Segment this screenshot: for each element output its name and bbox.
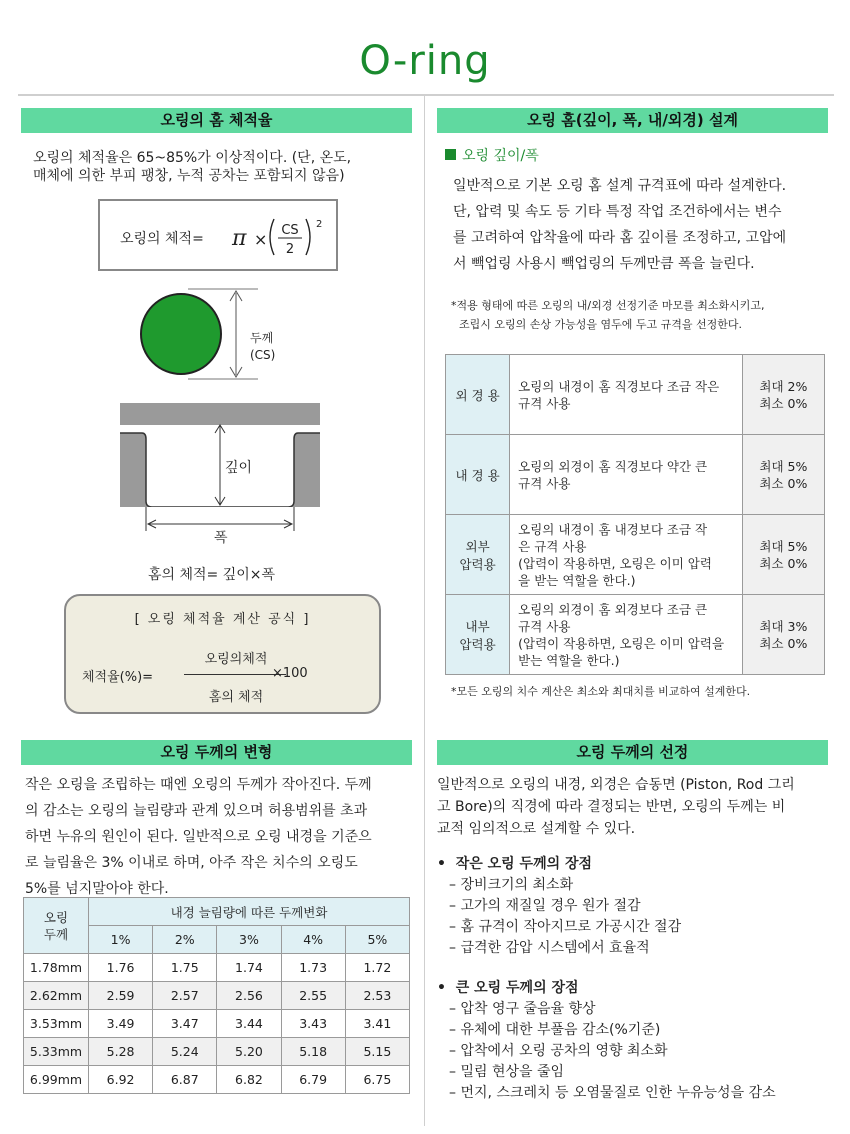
formula-pi: π [232,226,247,251]
table-cell: 1.75 [153,954,217,982]
fit-row-inner [446,435,825,515]
column-header: 2% [153,926,217,954]
row-cs: 6.99mm [24,1066,89,1094]
small-thickness-title-text: 작은 오링 두께의 장점 [455,856,593,872]
selection-note-line-2: 조립시 오링의 손상 가능성을 염두에 두고 규격을 선정한다. [459,318,742,331]
formula-right-paren [306,219,310,255]
fill-ratio-numerator: 오링의체적 [204,652,268,667]
table-cell: 6.92 [89,1066,153,1094]
table-cell: 2.57 [153,982,217,1010]
groove-design-paragraph [453,173,833,277]
fit-type: 외 경 용 [446,355,510,435]
fit-type-line: 압력용 [459,556,496,572]
fit-desc-line: 오링의 외경이 홈 외경보다 조금 큰 [518,601,708,617]
groove-design-line-1: 일반적으로 기본 오링 홈 설계 규격표에 따라 설계한다. [453,178,787,194]
oring-circle-icon [141,294,221,374]
fit-desc-line: 오링의 내경이 홈 내경보다 조금 작 [518,521,708,537]
fit-type-line: 내부 [465,618,490,634]
table-corner-header [24,898,89,954]
fit-desc-line: (압력이 작용하면, 오링은 이미 압력 [518,555,712,571]
column-header: 1% [89,926,153,954]
deformation-line-4: 로 늘림율은 3% 이내로 하며, 아주 작은 치수의 오링도 [25,855,358,871]
deformation-line-3: 하면 누유의 원인이 된다. 일반적으로 오링 내경을 기준으 [25,829,372,845]
thickness-change-table [23,897,410,1094]
fit-desc-line: 받는 역할을 한다.) [518,652,620,668]
table-cell: 5.28 [89,1038,153,1066]
thickness-label: 두께 [250,331,274,345]
selection-line-1: 일반적으로 오링의 내경, 외경은 습동면 (Piston, Rod 그리 [437,777,795,793]
formula-times: × [254,230,268,249]
table-cell: 1.74 [217,954,281,982]
fit-desc-line: 규격 사용 [518,618,571,634]
list-item: – 밀림 현상을 줄임 [449,1064,565,1080]
groove-design-line-3: 를 고려하여 압착율에 따라 홈 깊이를 조정하고, 고압에 [453,230,787,246]
table-row [24,1066,410,1094]
groove-design-line-4: 서 빽업링 사용시 빽업링의 두께만큼 폭을 늘린다. [453,256,755,272]
fit-range [742,435,824,515]
fill-ratio-fraction-line [184,674,286,675]
table-cell: 1.73 [281,954,345,982]
groove-figure [120,403,320,533]
table-cell: 6.82 [217,1066,281,1094]
deformation-line-5: 5%를 넘지말아야 한다. [25,881,169,897]
formula-cs: CS [281,223,299,238]
fit-range [742,595,824,675]
selection-paragraph [437,774,832,840]
table-row [24,954,410,982]
table-cell: 3.43 [281,1010,345,1038]
table-cell: 5.15 [345,1038,409,1066]
deformation-line-2: 의 감소는 오링의 늘림량과 관계 있으며 허용범위를 초과 [25,803,368,819]
selection-line-3: 교적 임의적으로 설계할 수 있다. [437,821,636,837]
fit-row-internal-pressure [446,595,825,675]
fit-max: 최대 2% [759,378,808,394]
list-item: – 홈 규격이 작아지므로 가공시간 절감 [449,919,682,935]
square-bullet-icon [445,149,456,160]
fit-min: 최소 0% [759,555,808,571]
fit-desc-line: 규격 사용 [518,475,571,491]
fit-desc-line: 은 규격 사용 [518,538,587,554]
deformation-line-1: 작은 오링을 조립하는 때엔 오링의 두께가 작아진다. 두께 [25,777,372,793]
table-cell: 1.76 [89,954,153,982]
row-cs: 2.62mm [24,982,89,1010]
table-group-header: 내경 늘림량에 따른 두께변화 [89,898,410,926]
table-cell: 3.47 [153,1010,217,1038]
table-cell: 2.55 [281,982,345,1010]
fit-row-outer [446,355,825,435]
fit-min: 최소 0% [759,475,808,491]
fit-min: 최소 0% [759,635,808,651]
section-header-groove-design: 오링 홈(깊이, 폭, 내/외경) 설계 [437,108,828,133]
list-item: – 먼지, 스크레치 등 오염물질로 인한 누유능성을 감소 [449,1085,776,1101]
table-cell: 6.87 [153,1066,217,1094]
bullet-icon: • [437,980,446,996]
fit-row-external-pressure [446,515,825,595]
fit-min: 최소 0% [759,395,808,411]
table-cell: 1.72 [345,954,409,982]
table-cell: 3.41 [345,1010,409,1038]
oring-volume-formula [98,199,338,271]
fit-type: 내 경 용 [446,435,510,515]
fit-type-line: 외부 [465,538,490,554]
fit-max: 최대 5% [759,458,808,474]
table-cell: 5.24 [153,1038,217,1066]
table-cell: 2.59 [89,982,153,1010]
fit-max: 최대 5% [759,538,808,554]
fill-ratio-formula-title: [ 오링 체적율 계산 공식 ] [134,612,311,627]
table-cell: 2.53 [345,982,409,1010]
row-cs: 1.78mm [24,954,89,982]
fit-desc-line: 오링의 내경이 홈 직경보다 조금 작은 [518,378,720,394]
page-title: O-ring [359,38,491,84]
formula-two: 2 [285,242,295,257]
formula-math [230,213,334,261]
oring-cross-section-figure [118,285,318,385]
list-item: – 장비크기의 최소화 [449,877,574,893]
selection-line-2: 고 Bore)의 직경에 따라 결정되는 반면, 오링의 두께는 비 [437,799,786,815]
fit-range [742,515,824,595]
section-header-groove-volume: 오링의 홈 체적율 [21,108,412,133]
list-item: – 유체에 대한 부풀음 감소(%기준) [449,1022,661,1038]
table-cell: 6.79 [281,1066,345,1094]
deformation-paragraph [25,772,415,902]
fill-ratio-formula-box [64,594,381,714]
table-cell: 3.49 [89,1010,153,1038]
fit-type [446,595,510,675]
groove-design-line-2: 단, 압력 및 속도 등 기타 특정 작업 조건하에서는 변수 [453,204,782,220]
fit-description [510,435,743,515]
groove-volume-formula: 홈의 체적= 깊이×폭 [148,567,276,583]
small-thickness-advantages-title [437,853,592,873]
table-cell: 5.20 [217,1038,281,1066]
column-header: 5% [345,926,409,954]
fill-ratio-denominator: 홈의 체적 [208,690,264,705]
section-header-thickness-selection: 오링 두께의 선정 [437,740,828,765]
list-item: – 압착 영구 줄음율 향상 [449,1001,596,1017]
fill-ratio-label: 체적율(%)= [82,670,154,685]
volume-intro-line-1: 오링의 체적율은 65~85%가 이상적이다. (단, 온도, [33,150,352,166]
table-cell: 6.75 [345,1066,409,1094]
corner-header-line: 오링 [43,909,69,925]
list-item: – 급격한 감압 시스템에서 효율적 [449,940,650,956]
fill-ratio-multiplier: ×100 [272,666,308,681]
title-divider [18,94,834,96]
column-divider [424,96,425,1126]
fit-range [742,355,824,435]
fit-desc-line: 규격 사용 [518,395,571,411]
table-cell: 3.44 [217,1010,281,1038]
list-item: – 고가의 재질일 경우 원가 절감 [449,898,641,914]
volume-intro-line-2: 매체에 의한 부피 팽창, 누적 공차는 포함되지 않음) [33,168,345,184]
fit-table-footnote: *모든 오링의 치수 계산은 최소와 최대치를 비교하여 설계한다. [451,685,751,698]
table-cell: 2.56 [217,982,281,1010]
inner-outer-fit-table [445,354,825,675]
row-cs: 3.53mm [24,1010,89,1038]
column-header: 3% [217,926,281,954]
depth-label: 깊이 [225,460,253,476]
table-row [24,1038,410,1066]
bullet-icon: • [437,856,446,872]
groove-depth-subtitle [445,144,539,168]
width-label: 폭 [211,526,231,550]
fit-max: 최대 3% [759,618,808,634]
row-cs: 5.33mm [24,1038,89,1066]
section-header-thickness-deformation: 오링 두께의 변형 [21,740,412,765]
groove-depth-subtitle-text: 오링 깊이/폭 [462,148,539,164]
groove-top-band [120,403,320,425]
fit-description [510,515,743,595]
fit-type-line: 압력용 [459,636,496,652]
fit-type [446,515,510,595]
table-header-row [24,898,410,926]
formula-label: 오링의 체적= [120,231,204,247]
fit-desc-line: (압력이 작용하면, 오링은 이미 압력을 [518,635,725,651]
table-cell: 5.18 [281,1038,345,1066]
selection-note-line-1: *적용 형태에 따른 오링의 내/외경 선정기준 마모를 최소화시키고, [451,299,765,312]
fit-description [510,595,743,675]
corner-header-line: 두께 [43,926,69,942]
large-thickness-advantages-title [437,977,579,997]
fit-description [510,355,743,435]
fit-desc-line: 을 받는 역할을 한다.) [518,572,636,588]
formula-left-paren [270,219,274,255]
thickness-cs-label: (CS) [250,348,276,362]
fit-desc-line: 오링의 외경이 홈 직경보다 약간 큰 [518,458,708,474]
large-thickness-title-text: 큰 오링 두께의 장점 [455,980,579,996]
column-header: 4% [281,926,345,954]
formula-exponent: 2 [316,219,323,230]
list-item: – 압착에서 오링 공차의 영향 최소화 [449,1043,668,1059]
table-row [24,1010,410,1038]
table-row [24,982,410,1010]
